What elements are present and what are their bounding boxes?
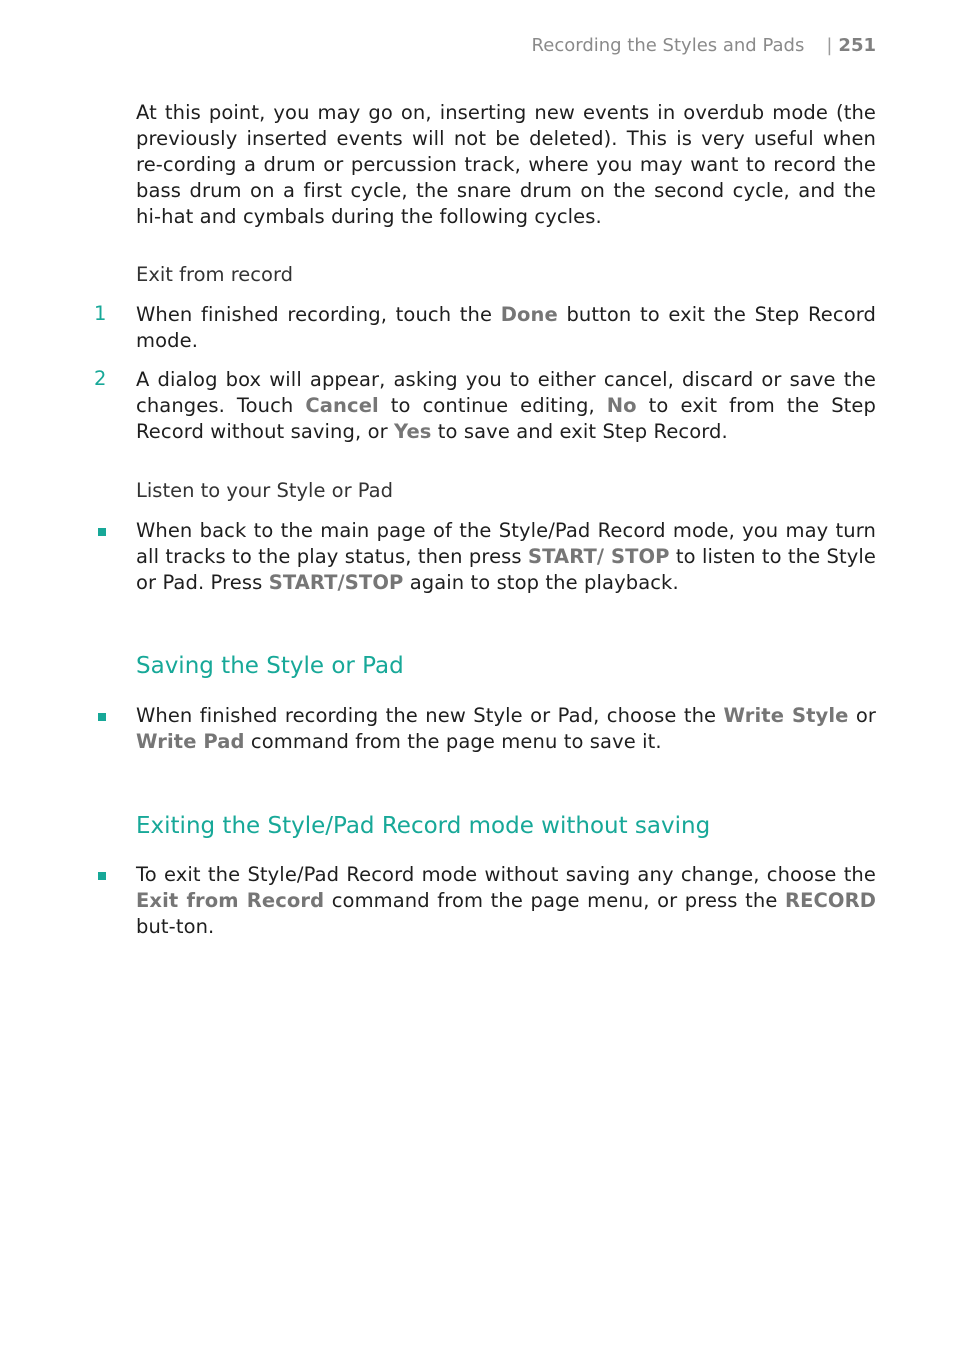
listen-part: again to stop the playback.: [403, 571, 679, 594]
done-keyword: Done: [500, 303, 558, 326]
write-style-keyword: Write Style: [723, 704, 849, 727]
exiting-part: To exit the Style/Pad Record mode without saving any change, choose the: [136, 863, 876, 886]
exiting-part: but-ton.: [136, 915, 215, 938]
intro-paragraph: At this point, you may go on, inserting new events in overdub mode (the previously inserted events will not be deleted). This is very useful when re-cording a drum or percussion track, where you may want to record the bass drum on a first cycle, the snare drum on the second cycle, and the hi-hat and cymbals during the following cycles.: [136, 101, 876, 228]
start-stop-keyword: START/ STOP: [527, 545, 670, 568]
record-keyword: RECORD: [784, 889, 876, 912]
step-2-text: [136, 367, 876, 445]
step-1-part: When finished recording, touch the: [136, 303, 501, 326]
step-2-part: A dialog box will appear, asking you to either cancel, discard or save the changes. Touch: [136, 368, 876, 417]
no-keyword: No: [606, 394, 637, 417]
bullet-marker: [98, 713, 106, 721]
saving-bullet-text: [136, 703, 876, 755]
subheading-exit-from-record: Exit from record: [136, 263, 293, 286]
saving-part: When finished recording the new Style or Pad, choose the: [136, 704, 724, 727]
step-1-part: button to exit the Step Record mode.: [136, 303, 876, 352]
step-2-part: to save and exit Step Record.: [431, 420, 728, 443]
bullet-marker: [98, 528, 106, 536]
step-2-part: to continue editing,: [378, 394, 607, 417]
subheading-listen: Listen to your Style or Pad: [136, 479, 393, 502]
bullet-marker: [98, 872, 106, 880]
cancel-keyword: Cancel: [305, 394, 379, 417]
listen-part: to listen to the Style or Pad. Press: [136, 545, 876, 594]
page-header: [532, 33, 876, 57]
step-number-1: 1: [94, 302, 107, 325]
exit-from-record-keyword: Exit from Record: [136, 889, 325, 912]
start-stop-keyword: START/STOP: [268, 571, 404, 594]
heading-exiting: Exiting the Style/Pad Record mode without saving: [136, 813, 711, 839]
listen-bullet-text: [136, 518, 876, 596]
exiting-bullet-text: [136, 862, 876, 940]
step-number-2: 2: [94, 367, 107, 390]
step-2-part: to exit from the Step Record without saving, or: [136, 394, 876, 443]
yes-keyword: Yes: [394, 420, 432, 443]
listen-part: When back to the main page of the Style/Pad Record mode, you may turn all tracks to the play status, then press: [136, 519, 876, 568]
saving-part: command from the page menu to save it.: [244, 730, 662, 753]
heading-saving: Saving the Style or Pad: [136, 653, 404, 679]
page-number: 251: [838, 34, 876, 56]
step-1-text: [136, 302, 876, 354]
section-title: Recording the Styles and Pads: [531, 34, 805, 56]
write-pad-keyword: Write Pad: [136, 730, 245, 753]
header-separator: |: [826, 34, 833, 56]
saving-part: or: [848, 704, 876, 727]
exiting-part: command from the page menu, or press the: [324, 889, 785, 912]
